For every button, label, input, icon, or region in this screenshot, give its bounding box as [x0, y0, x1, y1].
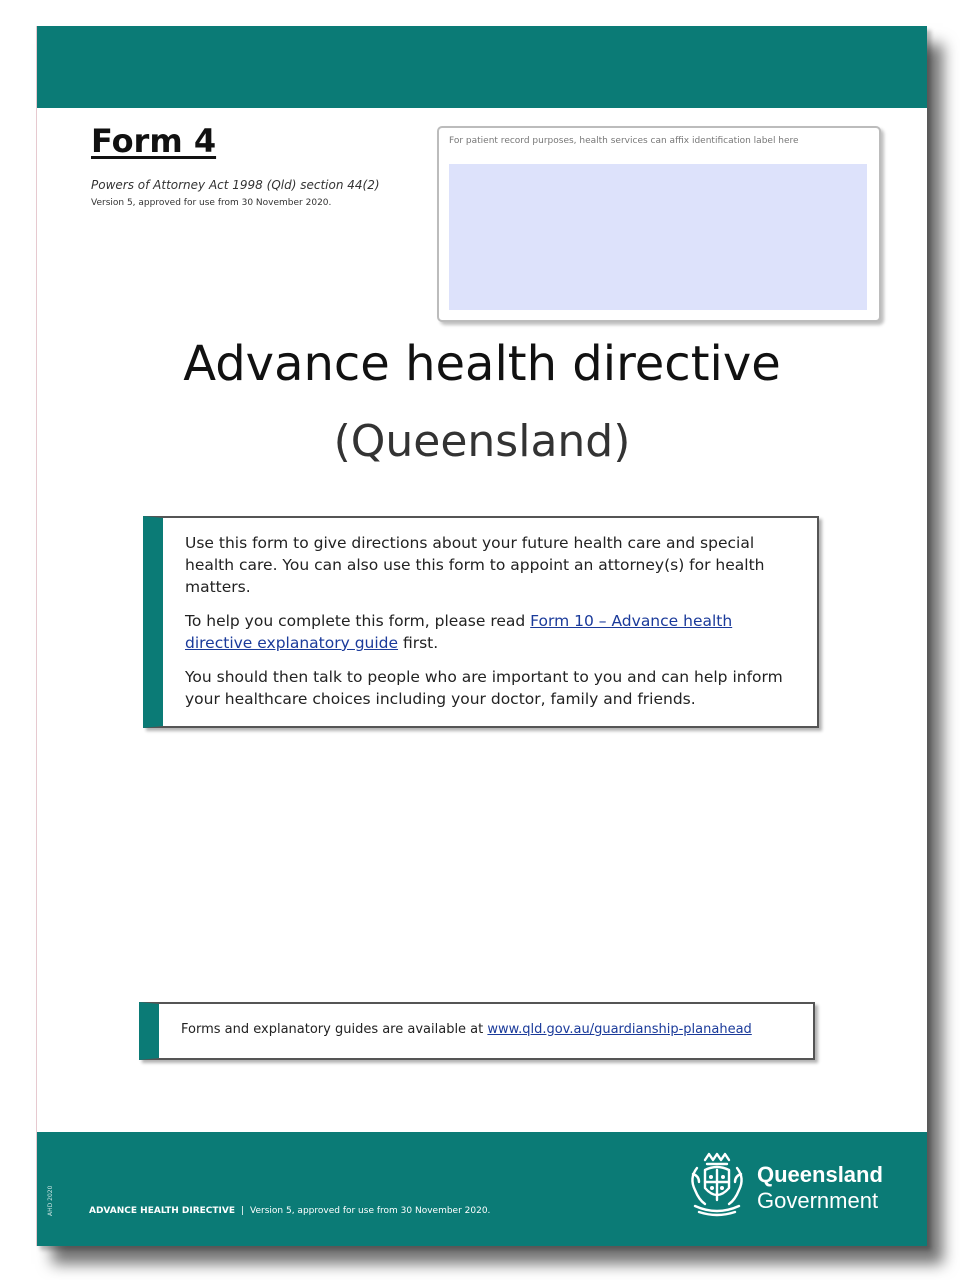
footer-title: ADVANCE HEALTH DIRECTIVE — [89, 1206, 235, 1216]
forms-availability-text: Forms and explanatory guides are available at — [181, 1022, 488, 1037]
patient-label-caption: For patient record purposes, health services can affix identification label here — [449, 136, 799, 146]
queensland-crest-icon — [683, 1150, 751, 1218]
instructions-paragraph-3: You should then talk to people who are important to you and can help inform your healthcare choices including your doctor, family and friends. — [185, 668, 783, 708]
page-title: Advance health directive — [183, 336, 781, 392]
logo-government: Government — [757, 1188, 879, 1213]
queensland-government-logo — [683, 1150, 893, 1222]
patient-label-box — [437, 126, 881, 322]
page-subtitle: (Queensland) — [333, 416, 631, 467]
explanatory-guide-link[interactable]: Form 10 – Advance health directive explanatory guide — [185, 612, 733, 652]
version-note: Version 5, approved for use from 30 November 2020. — [91, 198, 332, 208]
footer-info — [89, 1206, 490, 1216]
instructions-paragraph-1: Use this form to give directions about your future health care and special health care. You can also use this form to appoint an attorney(s) for health matters. — [185, 534, 765, 596]
patient-label-area[interactable] — [449, 164, 867, 310]
guardianship-website-link[interactable]: www.qld.gov.au/guardianship-planahead — [487, 1022, 752, 1037]
logo-queensland: Queensland — [757, 1162, 883, 1187]
footer-form-code: AHD 2020 — [47, 1185, 54, 1216]
form-number: Form 4 — [91, 122, 217, 160]
footer-version: Version 5, approved for use from 30 November 2020. — [250, 1206, 491, 1216]
form-page — [36, 26, 927, 1246]
instructions-text: To help you complete this form, please read — [185, 612, 531, 630]
forms-availability-box — [139, 1002, 815, 1060]
instructions-paragraph-2 — [185, 610, 797, 654]
footer-separator: | — [240, 1206, 245, 1216]
header-band — [37, 26, 927, 108]
instructions-text-end: first. — [398, 634, 439, 652]
instructions-box — [143, 516, 819, 728]
act-reference: Powers of Attorney Act 1998 (Qld) section 44(2) — [91, 178, 380, 192]
